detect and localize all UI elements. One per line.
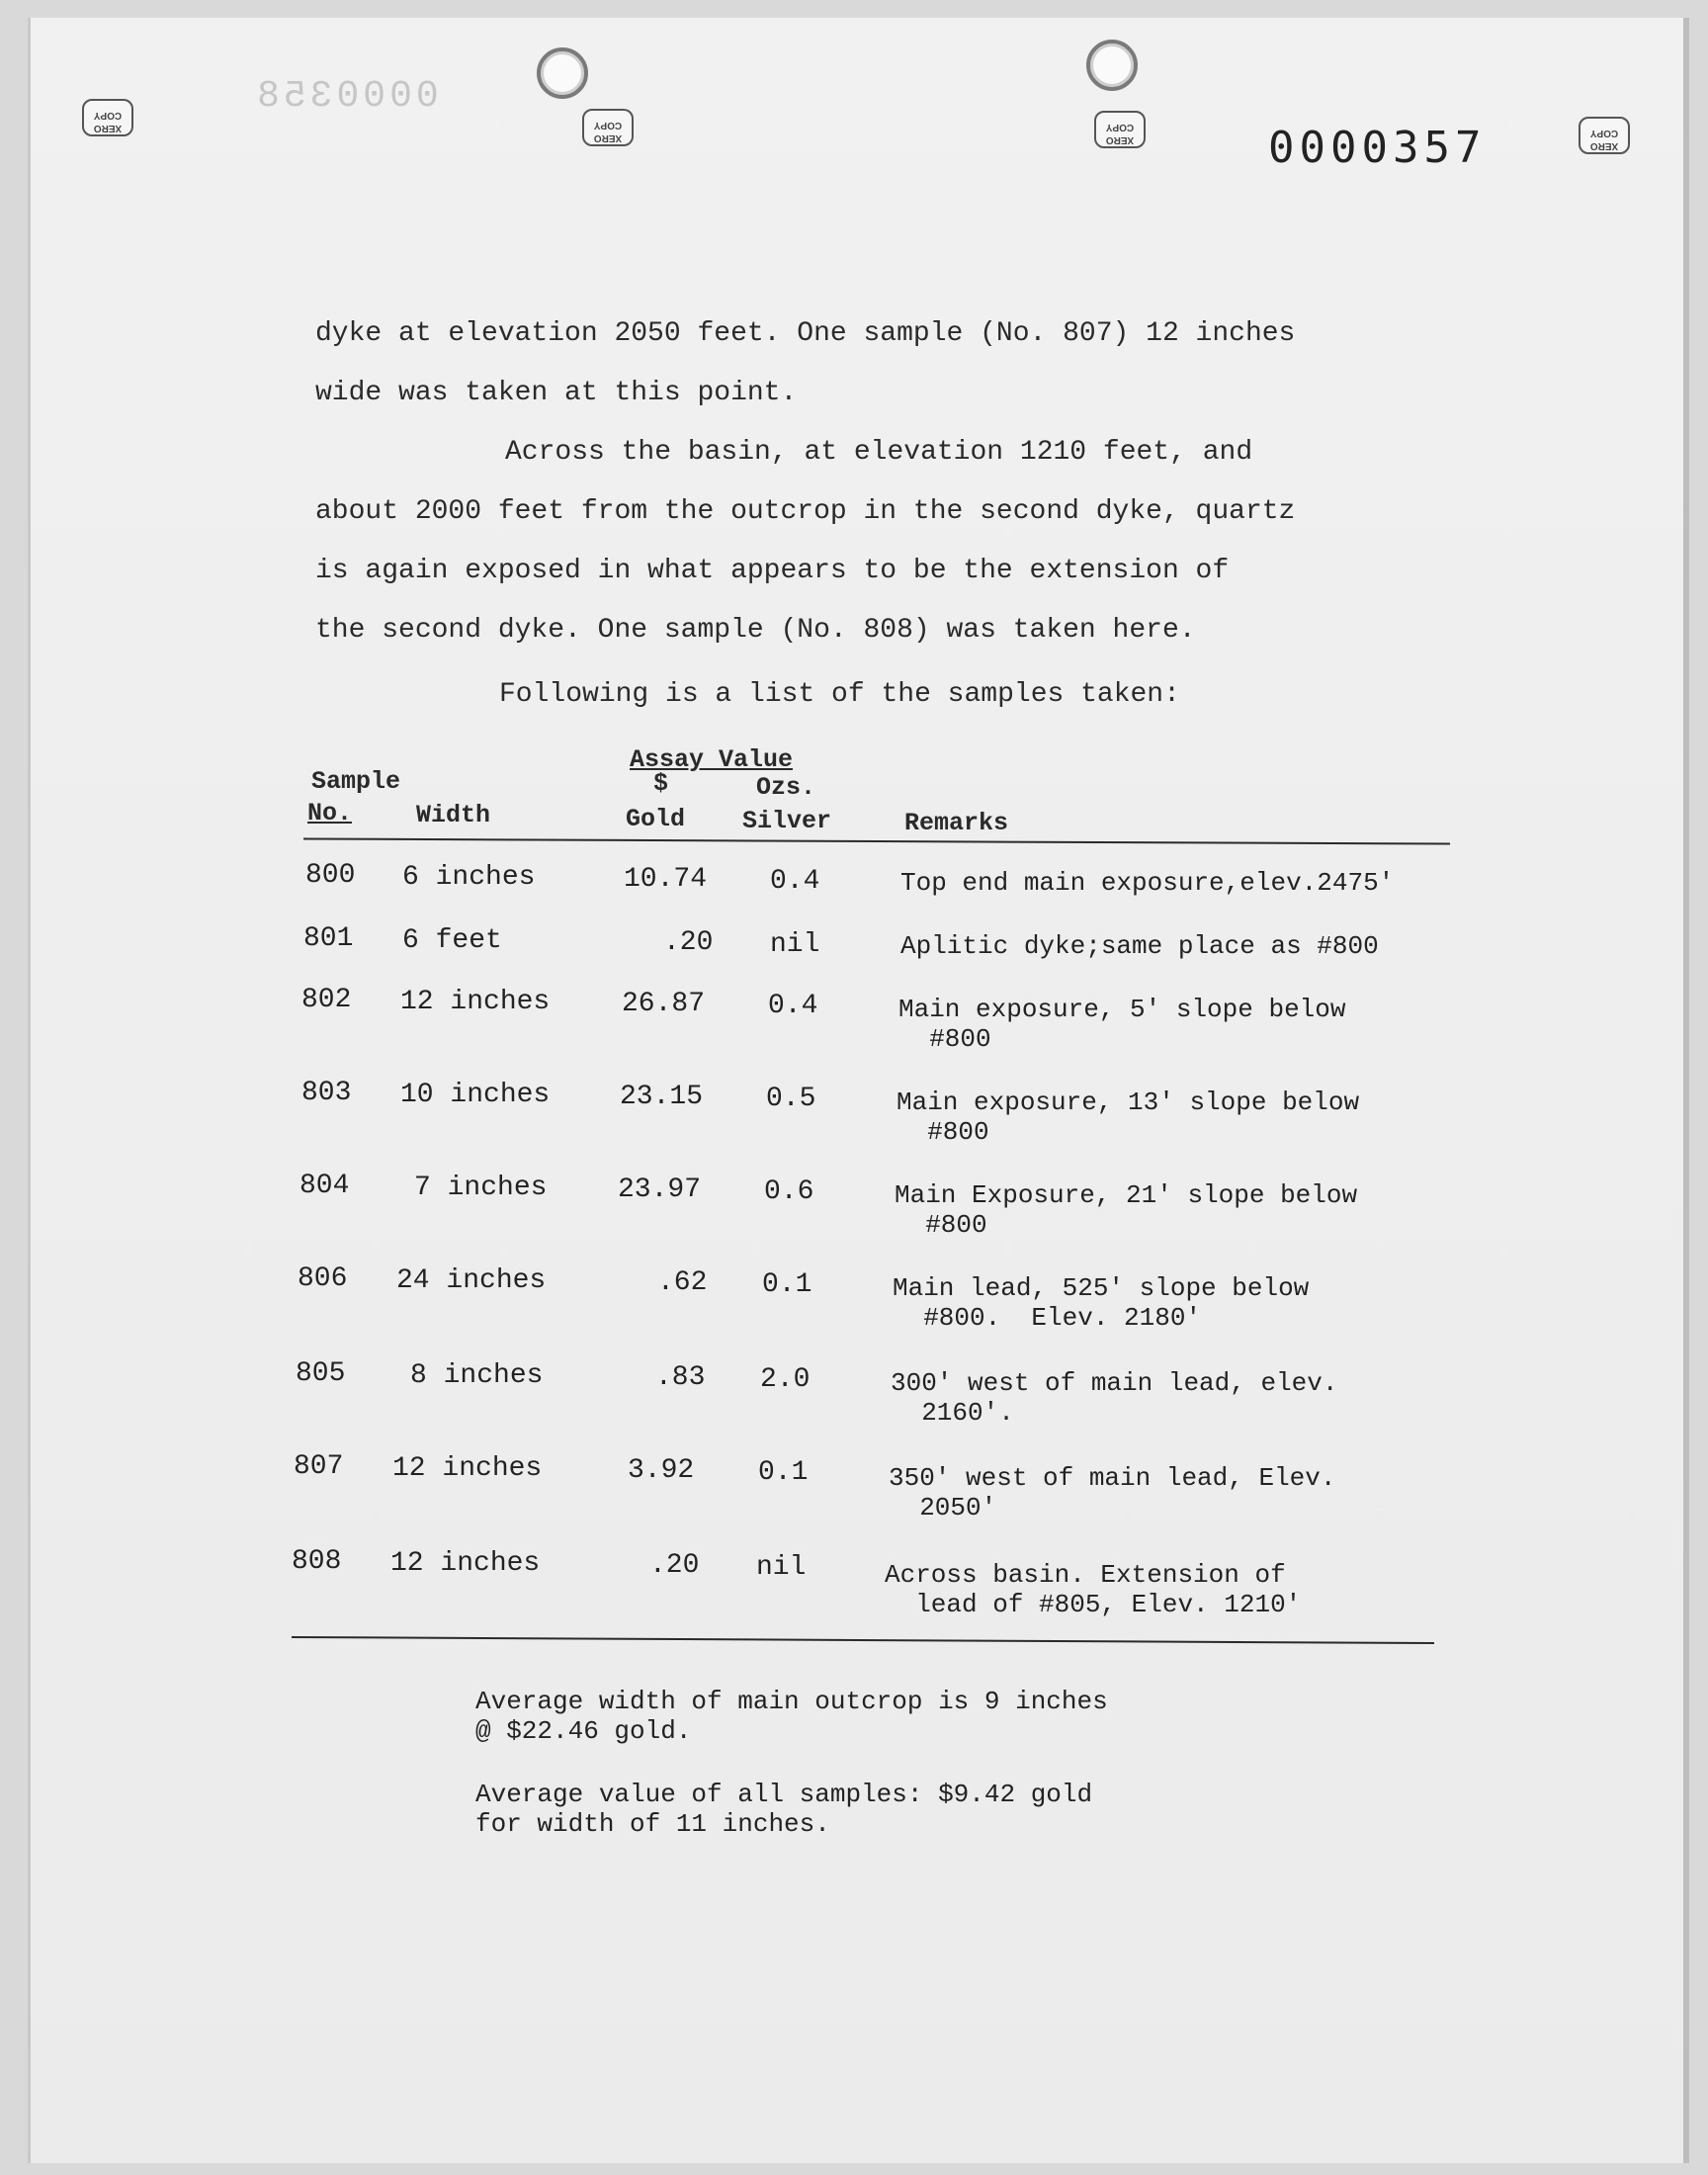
silver-header: Silver <box>742 807 832 835</box>
body-line: is again exposed in what appears to be the extension of <box>315 556 1230 586</box>
width-header: Width <box>416 801 491 829</box>
body-line: the second dyke. One sample (No. 808) was taken here. <box>315 615 1196 646</box>
cell-silver: 0.5 <box>766 1084 816 1114</box>
cell-gold: 26.87 <box>622 989 706 1019</box>
body-line: Across the basin, at elevation 1210 feet, and <box>505 437 1253 468</box>
ozs-header: Ozs. <box>756 773 816 802</box>
cell-gold: .20 <box>663 927 714 958</box>
cell-remarks: Top end main exposure,elev.2475' <box>900 868 1395 898</box>
cell-remarks: Main Exposure, 21' slope below #800 <box>895 1180 1358 1240</box>
cell-remarks: Main exposure, 13' slope below #800 <box>897 1088 1360 1147</box>
remarks-header: Remarks <box>904 809 1009 837</box>
summary-note: Average value of all samples: $9.42 gold for width of 11 inches. <box>475 1780 1093 1839</box>
cell-silver: 0.4 <box>770 866 820 897</box>
cell-width: 24 inches <box>396 1265 547 1296</box>
cell-no: 802 <box>301 985 352 1015</box>
cell-remarks: Main exposure, 5' slope below #800 <box>898 995 1346 1054</box>
cell-no: 806 <box>298 1263 348 1294</box>
body-line: wide was taken at this point. <box>315 378 798 408</box>
cell-no: 800 <box>305 860 356 891</box>
cell-width: 6 inches <box>402 862 536 893</box>
binder-hole-left <box>537 47 588 99</box>
sample-header: Sample <box>311 767 401 796</box>
cell-gold: .83 <box>655 1362 706 1393</box>
cell-width: 6 feet <box>402 925 502 956</box>
cell-silver: nil <box>770 929 820 960</box>
cell-silver: 0.4 <box>768 991 818 1021</box>
header-rule <box>303 837 1450 844</box>
bleed-through-number: 0000358 <box>253 75 439 118</box>
table-intro: Following is a list of the samples taken: <box>499 679 1180 710</box>
no-header: No. <box>307 799 353 827</box>
cell-gold: 23.97 <box>618 1174 702 1205</box>
cell-silver: 2.0 <box>760 1364 811 1395</box>
cell-width: 10 inches <box>400 1080 551 1110</box>
cell-width: 12 inches <box>390 1548 541 1579</box>
cell-no: 801 <box>303 923 354 954</box>
cell-gold: 10.74 <box>624 864 708 895</box>
cell-gold: .20 <box>649 1550 700 1581</box>
cell-remarks: 300' west of main lead, elev. 2160'. <box>891 1368 1338 1428</box>
cell-remarks: 350' west of main lead, Elev. 2050' <box>889 1463 1336 1522</box>
cell-no: 804 <box>299 1171 350 1201</box>
xero-copy-stamp: XERO COPY <box>582 109 634 146</box>
cell-silver: 0.1 <box>762 1269 812 1300</box>
body-line: dyke at elevation 2050 feet. One sample (No. 807) 12 inches <box>315 318 1296 349</box>
cell-silver: nil <box>756 1552 807 1583</box>
cell-no: 807 <box>294 1451 344 1482</box>
cell-no: 808 <box>292 1546 342 1577</box>
cell-no: 805 <box>296 1358 346 1389</box>
cell-width: 7 inches <box>414 1173 548 1203</box>
cell-remarks: Aplitic dyke;same place as #800 <box>900 931 1379 961</box>
cell-silver: 0.6 <box>764 1176 814 1207</box>
summary-note: Average width of main outcrop is 9 inches @ $22.46 gold. <box>475 1687 1108 1746</box>
footer-rule <box>292 1636 1434 1644</box>
cell-remarks: Across basin. Extension of lead of #805, Elev. 1210' <box>885 1560 1302 1619</box>
xero-copy-stamp: XERO COPY <box>1579 117 1630 154</box>
cell-remarks: Main lead, 525' slope below #800. Elev. 2180' <box>893 1273 1310 1333</box>
binder-hole-right <box>1086 40 1138 91</box>
cell-gold: 3.92 <box>628 1455 695 1486</box>
cell-width: 8 inches <box>410 1360 544 1391</box>
cell-no: 803 <box>301 1078 352 1108</box>
cell-width: 12 inches <box>400 987 551 1017</box>
cell-silver: 0.1 <box>758 1457 809 1488</box>
body-line: about 2000 feet from the outcrop in the second dyke, quartz <box>315 496 1296 527</box>
dollar-header: $ <box>653 769 669 798</box>
cell-gold: 23.15 <box>620 1082 704 1112</box>
assay-value-header: Assay Value <box>630 745 794 774</box>
document-page <box>28 18 1689 2163</box>
cell-gold: .62 <box>657 1267 708 1298</box>
xero-copy-stamp: XERO COPY <box>82 99 133 136</box>
cell-width: 12 inches <box>392 1453 543 1484</box>
gold-header: Gold <box>626 805 686 833</box>
document-number: 0000357 <box>1268 123 1487 173</box>
xero-copy-stamp: XERO COPY <box>1094 111 1146 148</box>
